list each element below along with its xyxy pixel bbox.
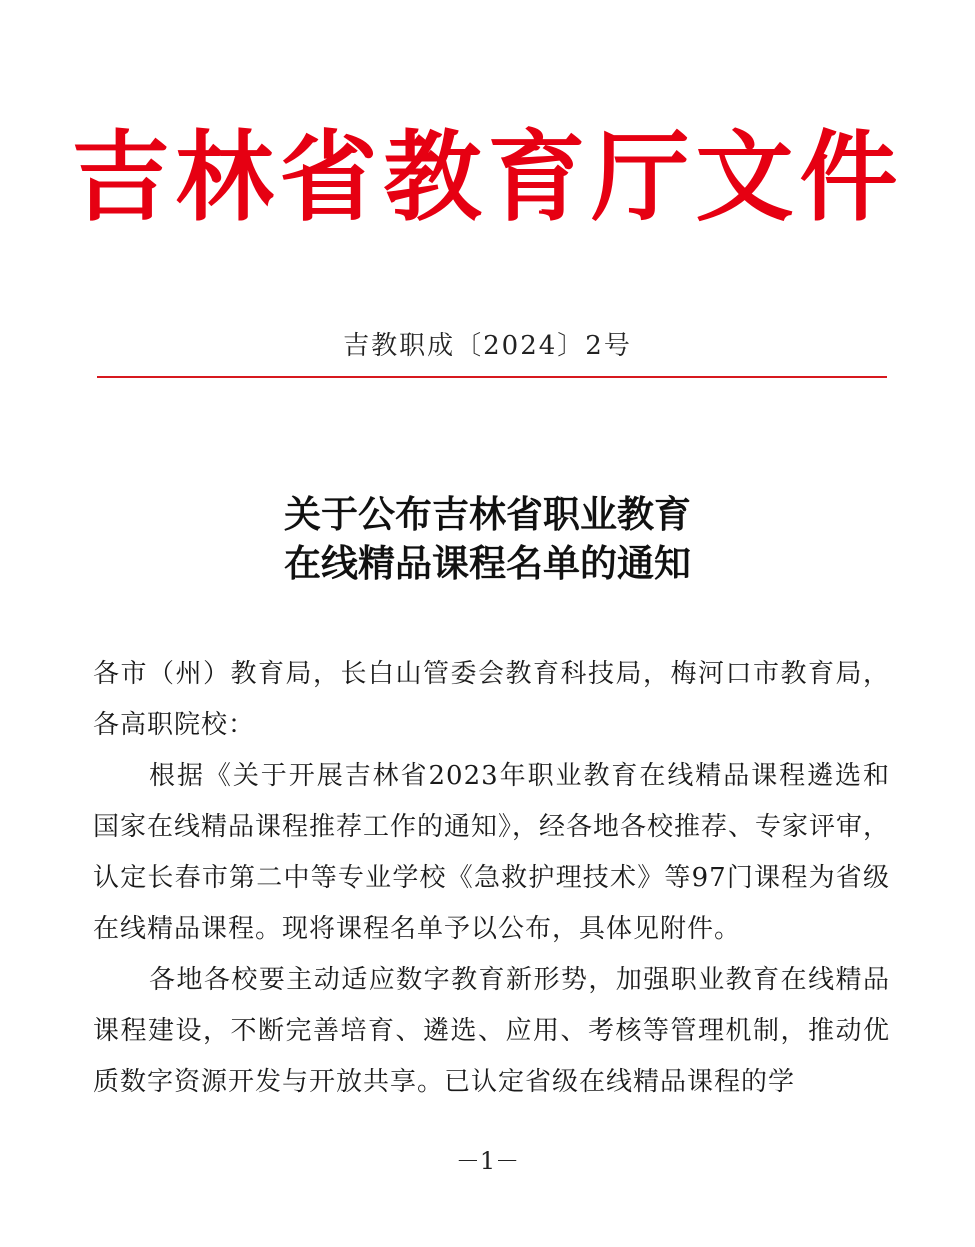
title-line-1: 关于公布吉林省职业教育 — [284, 493, 691, 536]
page-number: －1－ — [455, 1147, 520, 1175]
body-paragraph-2: 各地各校要主动适应数字教育新形势，加强职业教育在线精品课程建设，不断完善培育、遴选、应用、考核等管理机制，推动优质数字资源开发与开放共享。已认定省级在线精品课程的学 — [93, 965, 890, 1097]
title-line-2: 在线精品课程名单的通知 — [284, 542, 691, 585]
document-number: 吉教职成〔2024〕2号 — [343, 331, 632, 361]
document-masthead: 吉林省教育厅文件 — [71, 121, 904, 235]
body-paragraph-1: 根据《关于开展吉林省2023年职业教育在线精品课程遴选和国家在线精品课程推荐工作的通知》，经各地各校推荐、专家评审，认定长春市第二中等专业学校《急救护理技术》等97门课程为省级在线精品课程。现将课程名单予以公布，具体见附件。 — [93, 761, 891, 944]
recipients-paragraph: 各市（州）教育局，长白山管委会教育科技局，梅河口市教育局，各高职院校： — [93, 659, 890, 740]
red-separator-line — [97, 376, 887, 378]
document-body — [93, 649, 890, 1108]
document-title — [0, 490, 975, 588]
